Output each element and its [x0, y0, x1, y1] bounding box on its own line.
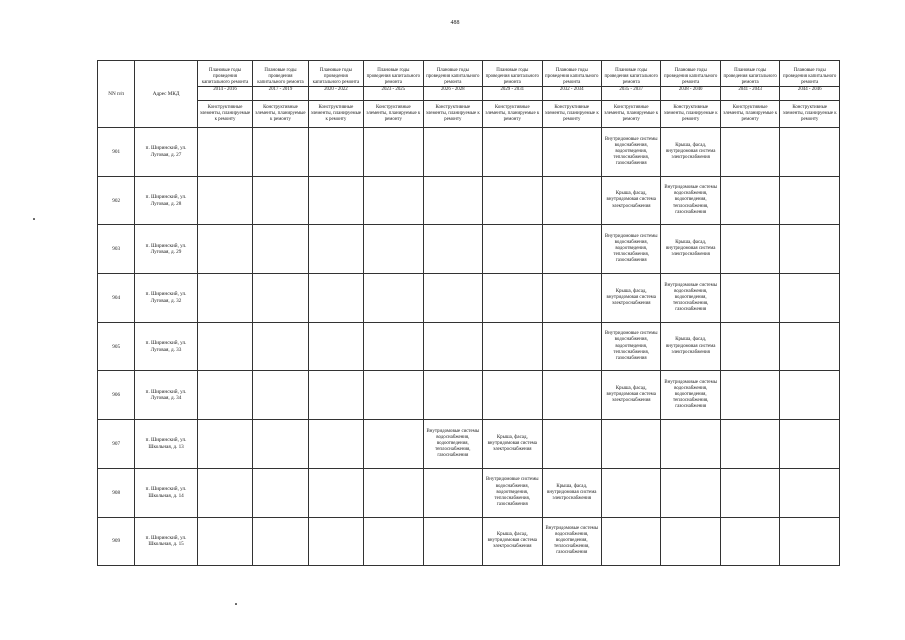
row-number: 904	[98, 274, 135, 323]
repair-cell	[661, 517, 720, 566]
repair-cell	[253, 420, 308, 469]
repair-cell	[423, 128, 482, 177]
repair-cell: Внутридомовые системы водоснабжения, водоотведения, теплоснабжения, газоснабжения	[601, 128, 660, 177]
repair-cell: Крыша, фасад, внутридомовая система электроснабжения	[601, 371, 660, 420]
repair-cell	[197, 128, 252, 177]
repair-cell	[423, 274, 482, 323]
repair-cell	[364, 322, 423, 371]
col-addr-header: Адрес МКД	[135, 61, 198, 128]
period-years: 2038 - 2040	[661, 86, 719, 93]
period-years: 2014 - 2016	[198, 86, 252, 93]
period-header	[780, 61, 840, 101]
repair-cell	[308, 420, 363, 469]
row-address: п. Ширинский, ул. Луговая, д. 32	[135, 274, 198, 323]
repair-cell: Внутридомовые системы водоснабжения, водоотведения, теплоснабжения, газоснабжения	[542, 517, 601, 566]
row-address: п. Ширинский, ул. Луговая, д. 28	[135, 176, 198, 225]
repair-cell	[197, 371, 252, 420]
repair-cell	[483, 128, 542, 177]
repair-cell	[720, 176, 779, 225]
repair-cell	[197, 322, 252, 371]
repair-cell	[197, 176, 252, 225]
period-header	[197, 61, 252, 101]
repair-cell	[253, 371, 308, 420]
row-number: 907	[98, 420, 135, 469]
elements-subheader: Конструктивные элементы, планируемые к ремонту	[253, 101, 308, 128]
repair-cell: Внутридомовые системы водоснабжения, водоотведения, теплоснабжения, газоснабжения	[423, 420, 482, 469]
repair-cell	[720, 420, 779, 469]
repair-cell	[423, 322, 482, 371]
period-years: 2041 - 2043	[721, 86, 779, 93]
table-row	[98, 176, 840, 225]
repair-cell	[197, 274, 252, 323]
repair-cell	[197, 517, 252, 566]
repair-cell	[308, 225, 363, 274]
repair-cell: Крыша, фасад, внутридомовая система электроснабжения	[601, 176, 660, 225]
repair-cell	[661, 468, 720, 517]
row-number: 908	[98, 468, 135, 517]
row-address: п. Ширинский, ул. Луговая, д. 33	[135, 322, 198, 371]
repair-cell	[720, 128, 779, 177]
page-number: 488	[450, 20, 460, 26]
repair-cell	[423, 176, 482, 225]
repair-cell	[661, 420, 720, 469]
repair-cell	[542, 371, 601, 420]
repair-cell: Крыша, фасад, внутридомовая система электроснабжения	[661, 128, 720, 177]
row-number: 903	[98, 225, 135, 274]
row-address: п. Ширинский, ул. Луговая, д. 34	[135, 371, 198, 420]
repair-cell	[364, 468, 423, 517]
repair-cell	[483, 176, 542, 225]
elements-subheader: Конструктивные элементы, планируемые к ремонту	[308, 101, 363, 128]
period-years: 2029 - 2031	[483, 86, 541, 93]
repair-cell: Крыша, фасад, внутридомовая система электроснабжения	[542, 468, 601, 517]
row-number: 906	[98, 371, 135, 420]
repair-cell	[601, 420, 660, 469]
elements-subheader: Конструктивные элементы, планируемые к ремонту	[542, 101, 601, 128]
table-row	[98, 225, 840, 274]
repair-cell	[364, 371, 423, 420]
row-number: 909	[98, 517, 135, 566]
repair-cell	[253, 468, 308, 517]
period-label: Плановые годы проведения капитального ремонта	[485, 68, 539, 85]
repair-cell	[542, 128, 601, 177]
repair-cell	[483, 225, 542, 274]
repair-cell: Крыша, фасад, внутридомовая система электроснабжения	[483, 517, 542, 566]
repair-cell	[780, 517, 840, 566]
elements-subheader: Конструктивные элементы, планируемые к ремонту	[197, 101, 252, 128]
repair-cell	[720, 274, 779, 323]
row-number: 905	[98, 322, 135, 371]
table-row	[98, 128, 840, 177]
repair-cell	[364, 225, 423, 274]
repair-cell	[780, 371, 840, 420]
repair-cell	[308, 128, 363, 177]
repair-cell	[780, 128, 840, 177]
table-row	[98, 420, 840, 469]
repair-cell	[308, 371, 363, 420]
table-row	[98, 322, 840, 371]
repair-cell	[720, 517, 779, 566]
repair-cell: Внутридомовые системы водоснабжения, водоотведения, теплоснабжения, газоснабжения	[483, 468, 542, 517]
period-header	[483, 61, 542, 101]
period-header	[661, 61, 720, 101]
repair-cell: Внутридомовые системы водоснабжения, водоотведения, теплоснабжения, газоснабжения	[601, 322, 660, 371]
elements-subheader: Конструктивные элементы, планируемые к ремонту	[720, 101, 779, 128]
period-label: Плановые годы проведения капитального ремонта	[312, 68, 360, 85]
repair-cell	[483, 274, 542, 323]
table-row	[98, 468, 840, 517]
repair-cell	[308, 176, 363, 225]
scan-speck	[33, 218, 35, 220]
repair-cell	[483, 322, 542, 371]
period-label: Плановые годы проведения капитального ремонта	[545, 68, 599, 85]
period-years: 2020 - 2022	[309, 86, 363, 93]
row-address: п. Ширинский, ул. Луговая, д. 29	[135, 225, 198, 274]
row-number: 902	[98, 176, 135, 225]
subheader-row	[98, 101, 840, 128]
repair-cell	[720, 225, 779, 274]
scan-speck	[235, 603, 237, 605]
repair-cell	[542, 176, 601, 225]
repair-cell	[601, 517, 660, 566]
period-header	[601, 61, 660, 101]
repair-cell	[308, 274, 363, 323]
period-years: 2044 - 2046	[780, 86, 839, 93]
repair-cell	[542, 322, 601, 371]
period-label: Плановые годы проведения капитального ремонта	[723, 68, 777, 85]
elements-subheader: Конструктивные элементы, планируемые к ремонту	[661, 101, 720, 128]
period-label: Плановые годы проведения капитального ремонта	[366, 68, 421, 85]
repair-cell	[364, 128, 423, 177]
elements-subheader: Конструктивные элементы, планируемые к ремонту	[483, 101, 542, 128]
repair-cell	[780, 176, 840, 225]
repair-cell	[423, 468, 482, 517]
period-years: 2026 - 2028	[424, 86, 482, 93]
repair-cell	[601, 468, 660, 517]
repair-cell	[423, 517, 482, 566]
period-label: Плановые годы проведения капитального ремонта	[257, 68, 304, 85]
repair-cell	[542, 225, 601, 274]
repair-cell	[780, 274, 840, 323]
elements-subheader: Конструктивные элементы, планируемые к ремонту	[423, 101, 482, 128]
period-label: Плановые годы проведения капитального ремонта	[201, 68, 249, 85]
repair-cell	[542, 420, 601, 469]
repair-cell	[253, 274, 308, 323]
repair-cell	[780, 225, 840, 274]
elements-subheader: Конструктивные элементы, планируемые к ремонту	[601, 101, 660, 128]
period-label: Плановые годы проведения капитального ремонта	[663, 68, 718, 85]
repair-cell	[308, 322, 363, 371]
capital-repair-table	[97, 60, 840, 566]
repair-cell	[364, 274, 423, 323]
repair-cell	[720, 468, 779, 517]
repair-cell: Внутридомовые системы водоснабжения, водоотведения, теплоснабжения, газоснабжения	[601, 225, 660, 274]
repair-cell	[542, 274, 601, 323]
elements-subheader: Конструктивные элементы, планируемые к ремонту	[364, 101, 423, 128]
table-row	[98, 371, 840, 420]
period-header	[308, 61, 363, 101]
elements-subheader: Конструктивные элементы, планируемые к ремонту	[780, 101, 840, 128]
row-address: п. Ширинский, ул. Школьная, д. 15	[135, 517, 198, 566]
period-label: Плановые годы проведения капитального ремонта	[426, 68, 480, 85]
repair-cell	[780, 322, 840, 371]
repair-cell: Крыша, фасад, внутридомовая система электроснабжения	[483, 420, 542, 469]
table-row	[98, 517, 840, 566]
repair-cell	[720, 371, 779, 420]
period-label: Плановые годы проведения капитального ремонта	[604, 68, 658, 85]
col-num-header: NN п/п	[98, 61, 135, 128]
repair-cell	[308, 517, 363, 566]
period-years: 2032 - 2034	[543, 86, 601, 93]
repair-cell: Внутридомовые системы водоснабжения, водоотведения, теплоснабжения, газоснабжения	[661, 274, 720, 323]
row-number: 901	[98, 128, 135, 177]
repair-cell	[253, 322, 308, 371]
repair-cell	[483, 371, 542, 420]
repair-cell	[364, 517, 423, 566]
repair-cell	[364, 420, 423, 469]
row-address: п. Ширинский, ул. Школьная, д. 14	[135, 468, 198, 517]
repair-cell: Внутридомовые системы водоснабжения, водоотведения, теплоснабжения, газоснабжения	[661, 371, 720, 420]
repair-cell	[253, 517, 308, 566]
period-label: Плановые годы проведения капитального ремонта	[783, 68, 837, 85]
repair-cell	[780, 468, 840, 517]
header-row	[98, 61, 840, 101]
repair-cell	[423, 225, 482, 274]
period-header	[542, 61, 601, 101]
repair-cell: Внутридомовые системы водоснабжения, водоотведения, теплоснабжения, газоснабжения	[661, 176, 720, 225]
repair-cell	[720, 322, 779, 371]
row-address: п. Ширинский, ул. Луговая, д. 27	[135, 128, 198, 177]
repair-cell	[197, 420, 252, 469]
period-header	[253, 61, 308, 101]
repair-cell	[197, 468, 252, 517]
repair-cell	[253, 225, 308, 274]
row-address: п. Ширинский, ул. Школьная, д. 13	[135, 420, 198, 469]
repair-cell	[253, 176, 308, 225]
period-years: 2035 - 2037	[602, 86, 660, 93]
period-header	[423, 61, 482, 101]
period-years: 2023 - 2025	[364, 86, 422, 93]
repair-cell	[253, 128, 308, 177]
repair-cell	[197, 225, 252, 274]
repair-cell	[364, 176, 423, 225]
repair-cell	[308, 468, 363, 517]
period-header	[720, 61, 779, 101]
period-years: 2017 - 2019	[253, 86, 307, 93]
period-header	[364, 61, 423, 101]
repair-cell	[780, 420, 840, 469]
repair-cell: Крыша, фасад, внутридомовая система электроснабжения	[601, 274, 660, 323]
repair-cell: Крыша, фасад, внутридомовая система электроснабжения	[661, 322, 720, 371]
table-row	[98, 274, 840, 323]
repair-cell	[423, 371, 482, 420]
repair-cell: Крыша, фасад, внутридомовая система электроснабжения	[661, 225, 720, 274]
